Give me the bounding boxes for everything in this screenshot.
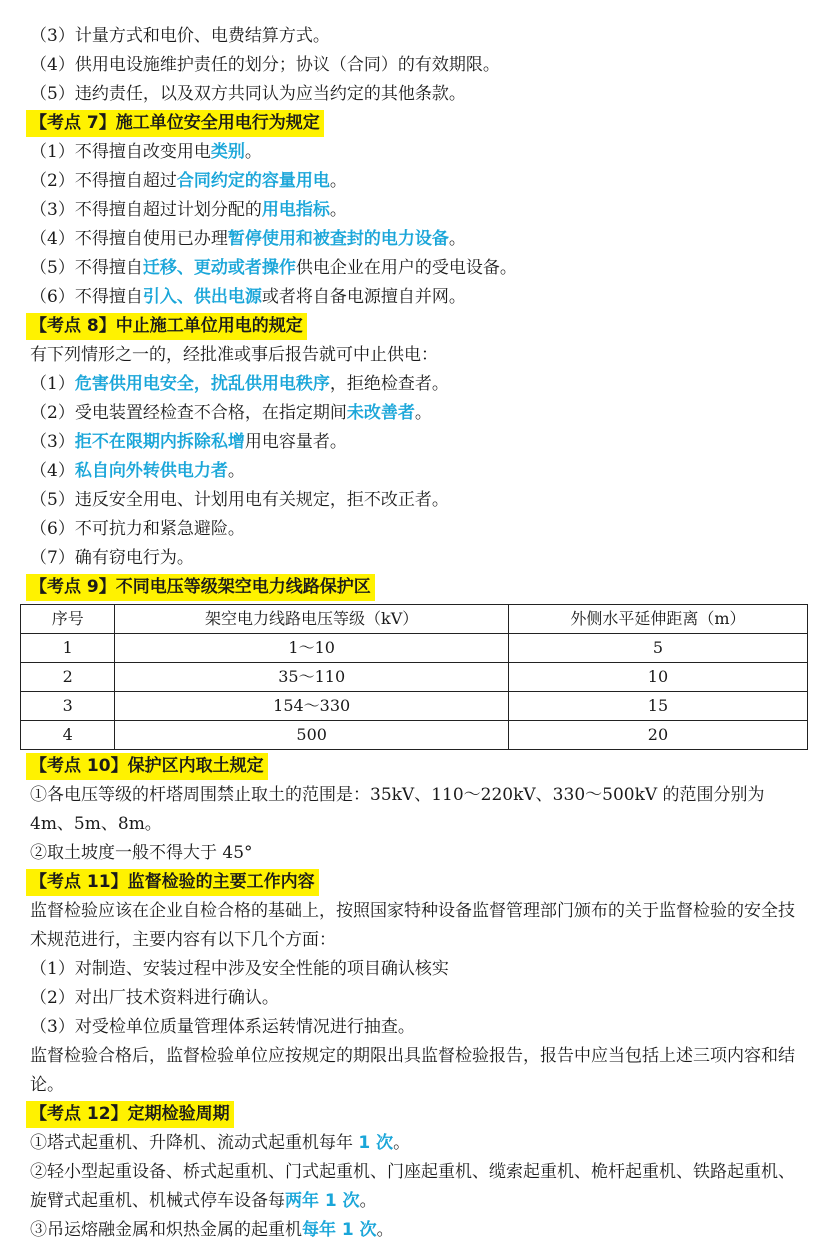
paragraph: ①各电压等级的杆塔周围禁止取土的范围是：35kV、110～220kV、330～500kV 的范围分别为 4m、5m、8m。 <box>30 785 765 834</box>
body-text: （1）对制造、安装过程中涉及安全性能的项目确认核实 <box>30 959 449 979</box>
body-text: 。 <box>329 200 347 220</box>
text-line <box>30 515 810 544</box>
body-text: （3）对受检单位质量管理体系运转情况进行抽查。 <box>30 1017 415 1037</box>
body-text: （5）违约责任，以及双方共同认为应当约定的其他条款。 <box>30 84 466 104</box>
table-header-cell: 架空电力线路电压等级（kV） <box>115 605 509 634</box>
paragraph: 监督检验合格后，监督检验单位应按规定的期限出具监督检验报告，报告中应当包括上述三项内容和结论。 <box>30 1046 795 1095</box>
text-line <box>30 1129 810 1158</box>
table-cell: 1 <box>21 634 115 663</box>
text-line <box>30 254 810 283</box>
section-heading <box>30 573 810 602</box>
emphasis-text: 暂停使用和被查封的电力设备 <box>227 229 449 249</box>
emphasis-text: 1 次 <box>358 1133 394 1153</box>
section-heading-text: 【考点 9】不同电压等级架空电力线路保护区 <box>26 574 375 601</box>
body-text: （6）不可抗力和紧急避险。 <box>30 519 245 539</box>
emphasis-text: 类别 <box>210 142 245 162</box>
paragraph <box>30 1158 810 1216</box>
protection-zone-table <box>20 604 808 750</box>
text-line <box>30 22 810 51</box>
emphasis-text: 合同约定的容量用电 <box>176 171 330 191</box>
emphasis-text: 危害供用电安全，扰乱供用电秩序 <box>74 374 330 394</box>
text-line <box>30 399 810 428</box>
emphasis-text: 拒不在限期内拆除私增 <box>74 432 245 452</box>
body-text: ②取土坡度一般不得大于 45° <box>30 843 253 863</box>
section-heading-text: 【考点 8】中止施工单位用电的规定 <box>26 313 307 340</box>
body-text: （3） <box>30 432 75 452</box>
body-text: （4）供用电设施维护责任的划分；协议（合同）的有效期限。 <box>30 55 500 75</box>
body-text: （5）不得擅自 <box>30 258 143 278</box>
table-row <box>21 663 808 692</box>
body-text: ，拒绝检查者。 <box>329 374 449 394</box>
emphasis-text: 引入、供出电源 <box>142 287 262 307</box>
emphasis-text: 两年 1 次 <box>285 1191 360 1211</box>
body-text: 。 <box>329 171 347 191</box>
body-text: （2）对出厂技术资料进行确认。 <box>30 988 279 1008</box>
table-cell: 35～110 <box>115 663 509 692</box>
body-text: （3）计量方式和电价、电费结算方式。 <box>30 26 330 46</box>
text-line <box>30 167 810 196</box>
body-text: 。 <box>359 1191 377 1211</box>
section-heading-text: 【考点 10】保护区内取土规定 <box>26 753 268 780</box>
body-text: （7）确有窃电行为。 <box>30 548 194 568</box>
table-cell: 1～10 <box>115 634 509 663</box>
paragraph: 监督检验应该在企业自检合格的基础上，按照国家特种设备监督管理部门颁布的关于监督检验的安全技术规范进行，主要内容有以下几个方面： <box>30 901 795 950</box>
body-text: ①塔式起重机、升降机、流动式起重机每年 <box>30 1133 359 1153</box>
table-row <box>21 692 808 721</box>
table-header-cell: 序号 <box>21 605 115 634</box>
body-text: 。 <box>414 403 432 423</box>
table-cell: 10 <box>508 663 807 692</box>
text-line <box>30 341 810 370</box>
table-header-cell: 外侧水平延伸距离（m） <box>508 605 807 634</box>
body-text: ③吊运熔融金属和炽热金属的起重机 <box>30 1220 302 1240</box>
text-line <box>30 457 810 486</box>
body-text: （3）不得擅自超过计划分配的 <box>30 200 262 220</box>
text-line <box>30 283 810 312</box>
table-row <box>21 721 808 750</box>
body-text: （5）违反安全用电、计划用电有关规定，拒不改正者。 <box>30 490 449 510</box>
body-text: （6）不得擅自 <box>30 287 143 307</box>
table-cell: 3 <box>21 692 115 721</box>
table-cell: 5 <box>508 634 807 663</box>
table-cell: 2 <box>21 663 115 692</box>
body-text: 。 <box>227 461 245 481</box>
table-header-row <box>21 605 808 634</box>
emphasis-text: 私自向外转供电力者 <box>74 461 228 481</box>
text-line <box>30 196 810 225</box>
text-line <box>30 51 810 80</box>
text-line <box>30 955 810 984</box>
body-text: 或者将自备电源擅自并网。 <box>261 287 466 307</box>
text-line <box>30 486 810 515</box>
text-line <box>30 1216 810 1245</box>
section-heading <box>30 752 810 781</box>
emphasis-text: 迁移、更动或者操作 <box>142 258 296 278</box>
text-line <box>30 370 810 399</box>
text-line <box>30 138 810 167</box>
section-heading <box>30 1100 810 1129</box>
body-text: （1）不得擅自改变用电 <box>30 142 211 162</box>
section-heading-text: 【考点 11】监督检验的主要工作内容 <box>26 869 319 896</box>
document-page <box>30 22 810 1245</box>
text-line <box>30 544 810 573</box>
table-cell: 15 <box>508 692 807 721</box>
section-heading <box>30 868 810 897</box>
section-heading-text: 【考点 7】施工单位安全用电行为规定 <box>26 110 324 137</box>
body-text: ②轻小型起重设备、桥式起重机、门式起重机、门座起重机、缆索起重机、桅杆起重机、铁路起重机、旋臂式起重机、机械式停车设备每 <box>30 1162 795 1211</box>
text-line <box>30 839 810 868</box>
body-text: 。 <box>393 1133 411 1153</box>
body-text: （4）不得擅自使用已办理 <box>30 229 228 249</box>
section-heading-text: 【考点 12】定期检验周期 <box>26 1101 234 1128</box>
table-cell: 4 <box>21 721 115 750</box>
body-text: 有下列情形之一的，经批准或事后报告就可中止供电： <box>30 345 438 365</box>
table-row <box>21 634 808 663</box>
text-line <box>30 1013 810 1042</box>
text-line <box>30 984 810 1013</box>
body-text: 。 <box>244 142 262 162</box>
text-line <box>30 80 810 109</box>
body-text: （2）不得擅自超过 <box>30 171 177 191</box>
section-heading <box>30 312 810 341</box>
text-line <box>30 225 810 254</box>
body-text: 用电容量者。 <box>244 432 347 452</box>
body-text: 。 <box>376 1220 394 1240</box>
emphasis-text: 用电指标 <box>261 200 330 220</box>
text-line <box>30 428 810 457</box>
body-text: （2）受电装置经检查不合格，在指定期间 <box>30 403 347 423</box>
table-cell: 154～330 <box>115 692 509 721</box>
section-heading <box>30 109 810 138</box>
table-cell: 20 <box>508 721 807 750</box>
emphasis-text: 未改善者 <box>346 403 415 423</box>
body-text: 供电企业在用户的受电设备。 <box>295 258 517 278</box>
table-cell: 500 <box>115 721 509 750</box>
emphasis-text: 每年 1 次 <box>302 1220 377 1240</box>
body-text: （1） <box>30 374 75 394</box>
body-text: 。 <box>448 229 466 249</box>
body-text: （4） <box>30 461 75 481</box>
